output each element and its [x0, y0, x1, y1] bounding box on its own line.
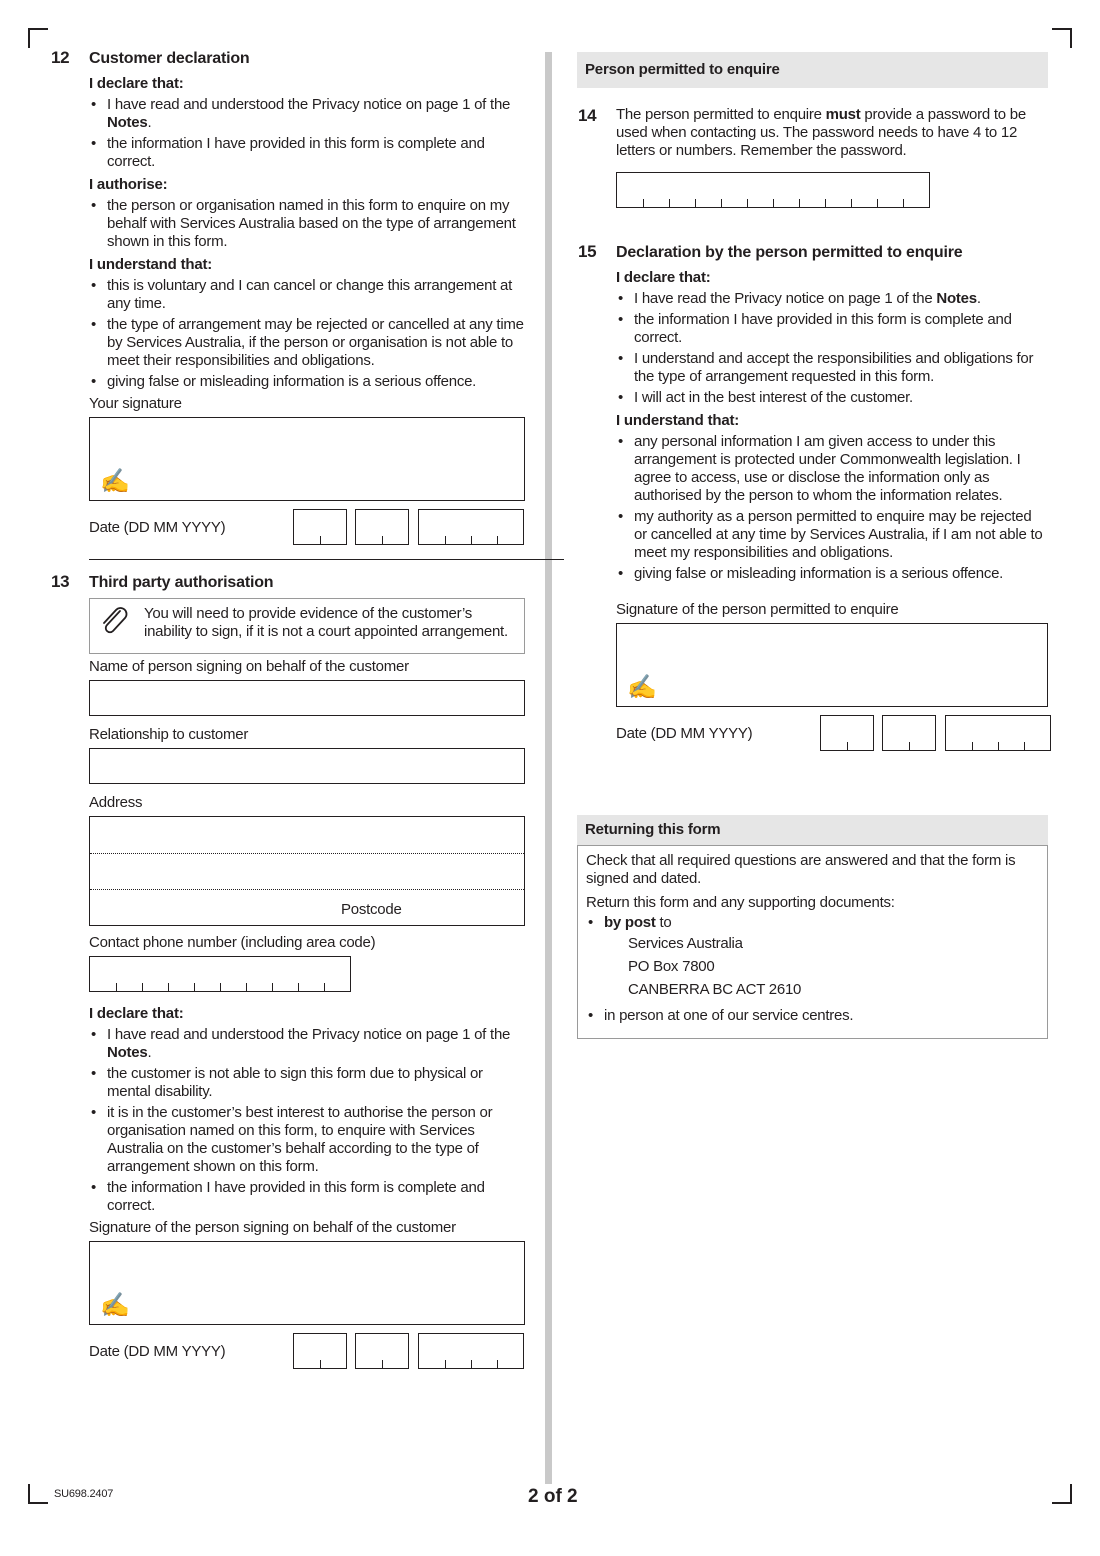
form-code: SU698.2407 [54, 1488, 114, 1500]
returning-section [577, 815, 1048, 1039]
list-item: • I have read the Privacy notice on page 1 of the Notes. [616, 290, 1048, 308]
date-month-field[interactable] [355, 1333, 409, 1369]
declare-list [89, 96, 525, 171]
date-month-field[interactable] [355, 509, 409, 545]
list-item: • it is in the customer’s best interest to authorise the person or organisation named on this form, to enquire with Services Australia on the customer’s behalf according to the type of arrangement shown on this form. [89, 1104, 525, 1176]
question-14 [577, 106, 1048, 208]
phone-field[interactable] [89, 956, 351, 992]
returning-box [577, 845, 1048, 1039]
list-item: • I have read and understood the Privacy notice on page 1 of the Notes. [89, 96, 525, 132]
postcode-label: Postcode [341, 901, 402, 918]
declare-heading: I declare that: [89, 75, 184, 92]
relationship-label: Relationship to customer [89, 726, 249, 743]
address-line-divider [90, 853, 524, 854]
signature-field[interactable] [616, 623, 1048, 707]
date-year-field[interactable] [418, 509, 524, 545]
question-title: Declaration by the person permitted to enquire [616, 244, 963, 261]
relationship-field[interactable] [89, 748, 525, 784]
address-line: PO Box 7800 [628, 958, 715, 975]
question-number: 15 [578, 242, 597, 261]
date-label: Date (DD MM YYYY) [616, 725, 753, 742]
question-title: Third party authorisation [89, 574, 274, 591]
address-line: CANBERRA BC ACT 2610 [628, 981, 802, 998]
right-column [577, 52, 1048, 1039]
date-day-field[interactable] [293, 509, 347, 545]
list-item: • the information I have provided in this form is complete and correct. [616, 311, 1048, 347]
date-row [89, 509, 525, 547]
returning-intro: Check that all required questions are answered and that the form is signed and dated. [586, 852, 1016, 887]
date-day-field[interactable] [293, 1333, 347, 1369]
date-row [616, 715, 1048, 753]
returning-banner: Returning this form [577, 815, 1048, 845]
section-rule [89, 559, 564, 560]
left-column [50, 48, 525, 1371]
phone-label: Contact phone number (including area code) [89, 934, 376, 951]
column-divider [545, 52, 552, 1484]
signature-label: Signature of the person permitted to enquire [616, 601, 899, 618]
understand-list [89, 277, 525, 391]
question-13 [50, 572, 525, 1371]
list-item: • by post to [586, 914, 1039, 932]
question-number: 12 [51, 48, 70, 67]
list-item: • the type of arrangement may be rejected or cancelled at any time by Services Australia, if the person or organisation is not able to meet their responsibilities and obligations. [89, 316, 525, 370]
signature-field[interactable] [89, 1241, 525, 1325]
list-item: • the information I have provided in this form is complete and correct. [89, 135, 525, 171]
date-row [89, 1333, 525, 1371]
list-item: • this is voluntary and I can cancel or change this arrangement at any time. [89, 277, 525, 313]
address-field[interactable] [89, 816, 525, 926]
authorise-heading: I authorise: [89, 176, 168, 193]
return-methods-list [586, 914, 1039, 932]
address-label: Address [89, 794, 143, 811]
name-label: Name of person signing on behalf of the customer [89, 658, 409, 675]
list-item: • giving false or misleading information is a serious offence. [89, 373, 525, 391]
date-year-field[interactable] [945, 715, 1051, 751]
pen-writing-icon: ✍ [627, 674, 657, 701]
declare-list [89, 1026, 525, 1215]
evidence-note [89, 598, 525, 654]
address-line-divider [90, 889, 524, 890]
date-year-field[interactable] [418, 1333, 524, 1369]
question-number: 14 [578, 106, 597, 125]
note-text: You will need to provide evidence of the customer’s inability to sign, if it is not a court appointed arrangement. [144, 605, 508, 640]
understand-heading: I understand that: [616, 412, 740, 429]
question-title: Customer declaration [89, 50, 250, 67]
signature-label: Your signature [89, 395, 182, 412]
pen-writing-icon: ✍ [100, 468, 130, 495]
date-label: Date (DD MM YYYY) [89, 519, 226, 536]
list-item: • I will act in the best interest of the customer. [616, 389, 1048, 407]
date-label: Date (DD MM YYYY) [89, 1343, 226, 1360]
list-item: • I have read and understood the Privacy notice on page 1 of the Notes. [89, 1026, 525, 1062]
permitted-banner: Person permitted to enquire [577, 52, 1048, 88]
list-item: • the person or organisation named in this form to enquire on my behalf with Services Australia based on the type of arrangement shown in this form. [89, 197, 525, 251]
page-number: 2 of 2 [528, 1486, 578, 1507]
list-item: • my authority as a person permitted to enquire may be rejected or cancelled at any time by Services Australia, if I am not able to meet my responsibilities and obligations. [616, 508, 1048, 562]
list-item: • giving false or misleading information is a serious offence. [616, 565, 1048, 583]
signature-field[interactable] [89, 417, 525, 501]
date-month-field[interactable] [882, 715, 936, 751]
date-day-field[interactable] [820, 715, 874, 751]
password-field[interactable] [616, 172, 930, 208]
list-item: • the information I have provided in this form is complete and correct. [89, 1179, 525, 1215]
paperclip-icon [100, 607, 130, 644]
signature-label: Signature of the person signing on behalf of the customer [89, 1219, 456, 1236]
list-item: • in person at one of our service centres. [586, 1007, 1039, 1025]
authorise-list [89, 197, 525, 251]
understand-list [616, 433, 1048, 583]
password-instructions: The person permitted to enquire must provide a password to be used when contacting us. The password needs to have 4 to 12 letters or numbers. Remember the password. [616, 106, 1026, 159]
address-line: Services Australia [628, 935, 743, 952]
question-12 [50, 48, 525, 547]
list-item: • the customer is not able to sign this form due to physical or mental disability. [89, 1065, 525, 1101]
list-item: • any personal information I am given access to under this arrangement is protected under Commonwealth legislation. I agree to access, use or disclose the information only as authorised by the person to whom the information relates. [616, 433, 1048, 505]
question-number: 13 [51, 572, 70, 591]
return-instructions: Return this form and any supporting documents: [586, 894, 895, 911]
question-15 [577, 242, 1048, 753]
list-item: • I understand and accept the responsibilities and obligations for the type of arrangement requested in this form. [616, 350, 1048, 386]
declare-heading: I declare that: [616, 269, 711, 286]
name-field[interactable] [89, 680, 525, 716]
declare-list [616, 290, 1048, 407]
postal-address [586, 932, 1039, 1001]
understand-heading: I understand that: [89, 256, 213, 273]
declare-heading: I declare that: [89, 1005, 184, 1022]
return-methods-list [586, 1007, 1039, 1025]
pen-writing-icon: ✍ [100, 1292, 130, 1319]
